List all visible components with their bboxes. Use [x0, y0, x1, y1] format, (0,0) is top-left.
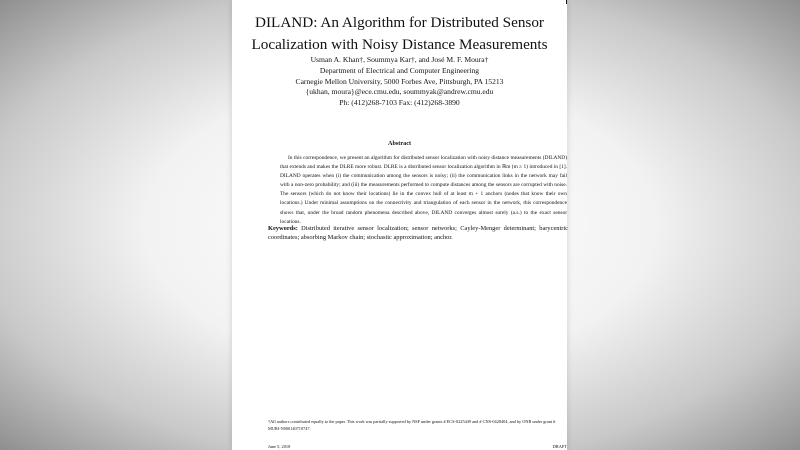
footer-draft-label: DRAFT — [552, 444, 567, 449]
keywords-text: Distributed iterative sensor localization; sensor networks; Cayley-Menger determinant; barycentric coordinates; absorbing Markov chain; stochastic approximation; anchor. — [268, 225, 568, 242]
paper-title — [232, 12, 567, 56]
author-names: Usman A. Khan†, Soummya Kar†, and José M. F. Moura† — [310, 55, 489, 64]
keywords-label: Keywords: — [268, 225, 298, 232]
author-emails: {ukhan, moura}@ece.cmu.edu, soummyak@andrew.cmu.edu — [305, 87, 494, 97]
abstract-body: In this correspondence, we present an algorithm for distributed sensor localization with noisy distance measurements (DILAND) that extends and makes the DLRE more robust. DLRE is a distributed sensor localization algorithm in ℝm (m ≥ 1) introduced in [1]. DILAND operates when (i) the communication among the sensors is noisy; (ii) the communication links in the network may fail with a non-zero probability; and (iii) the measurements performed to compute distances among the sensors are corrupted with noise. The sensors (which do not know their locations) lie in the convex hull of at least m + 1 anchors (nodes that know their own locations.) Under minimal assumptions on the connectivity and triangulation of each sensor in the network, this correspondence shows that, under the broad random phenomena described above, DILAND converges almost surely (a.s.) to the exact sensor locations. — [280, 155, 567, 225]
author-department: Department of Electrical and Computer Engineering — [319, 65, 480, 75]
keywords-paragraph — [268, 224, 568, 243]
author-block — [232, 55, 567, 109]
title-line-2: Localization with Noisy Distance Measurements — [251, 36, 548, 53]
footer-date: June 5, 2018 — [268, 444, 291, 449]
author-phone-fax: Ph: (412)268-7103 Fax: (412)268-3890 — [339, 98, 460, 108]
page-corner-mark — [566, 0, 567, 4]
footnote: †All authors contributed equally to the paper. This work was partially supported by NSF under grants # ECS-0225449 and # CNS-0428404, and by ONR under grant # MURI-N000140710747. — [268, 419, 556, 431]
paper-page — [232, 0, 567, 450]
title-line-1: DILAND: An Algorithm for Distributed Sensor — [255, 14, 544, 31]
abstract-heading: Abstract — [387, 140, 412, 147]
author-address: Carnegie Mellon University, 5000 Forbes Ave, Pittsburgh, PA 15213 — [295, 76, 504, 86]
